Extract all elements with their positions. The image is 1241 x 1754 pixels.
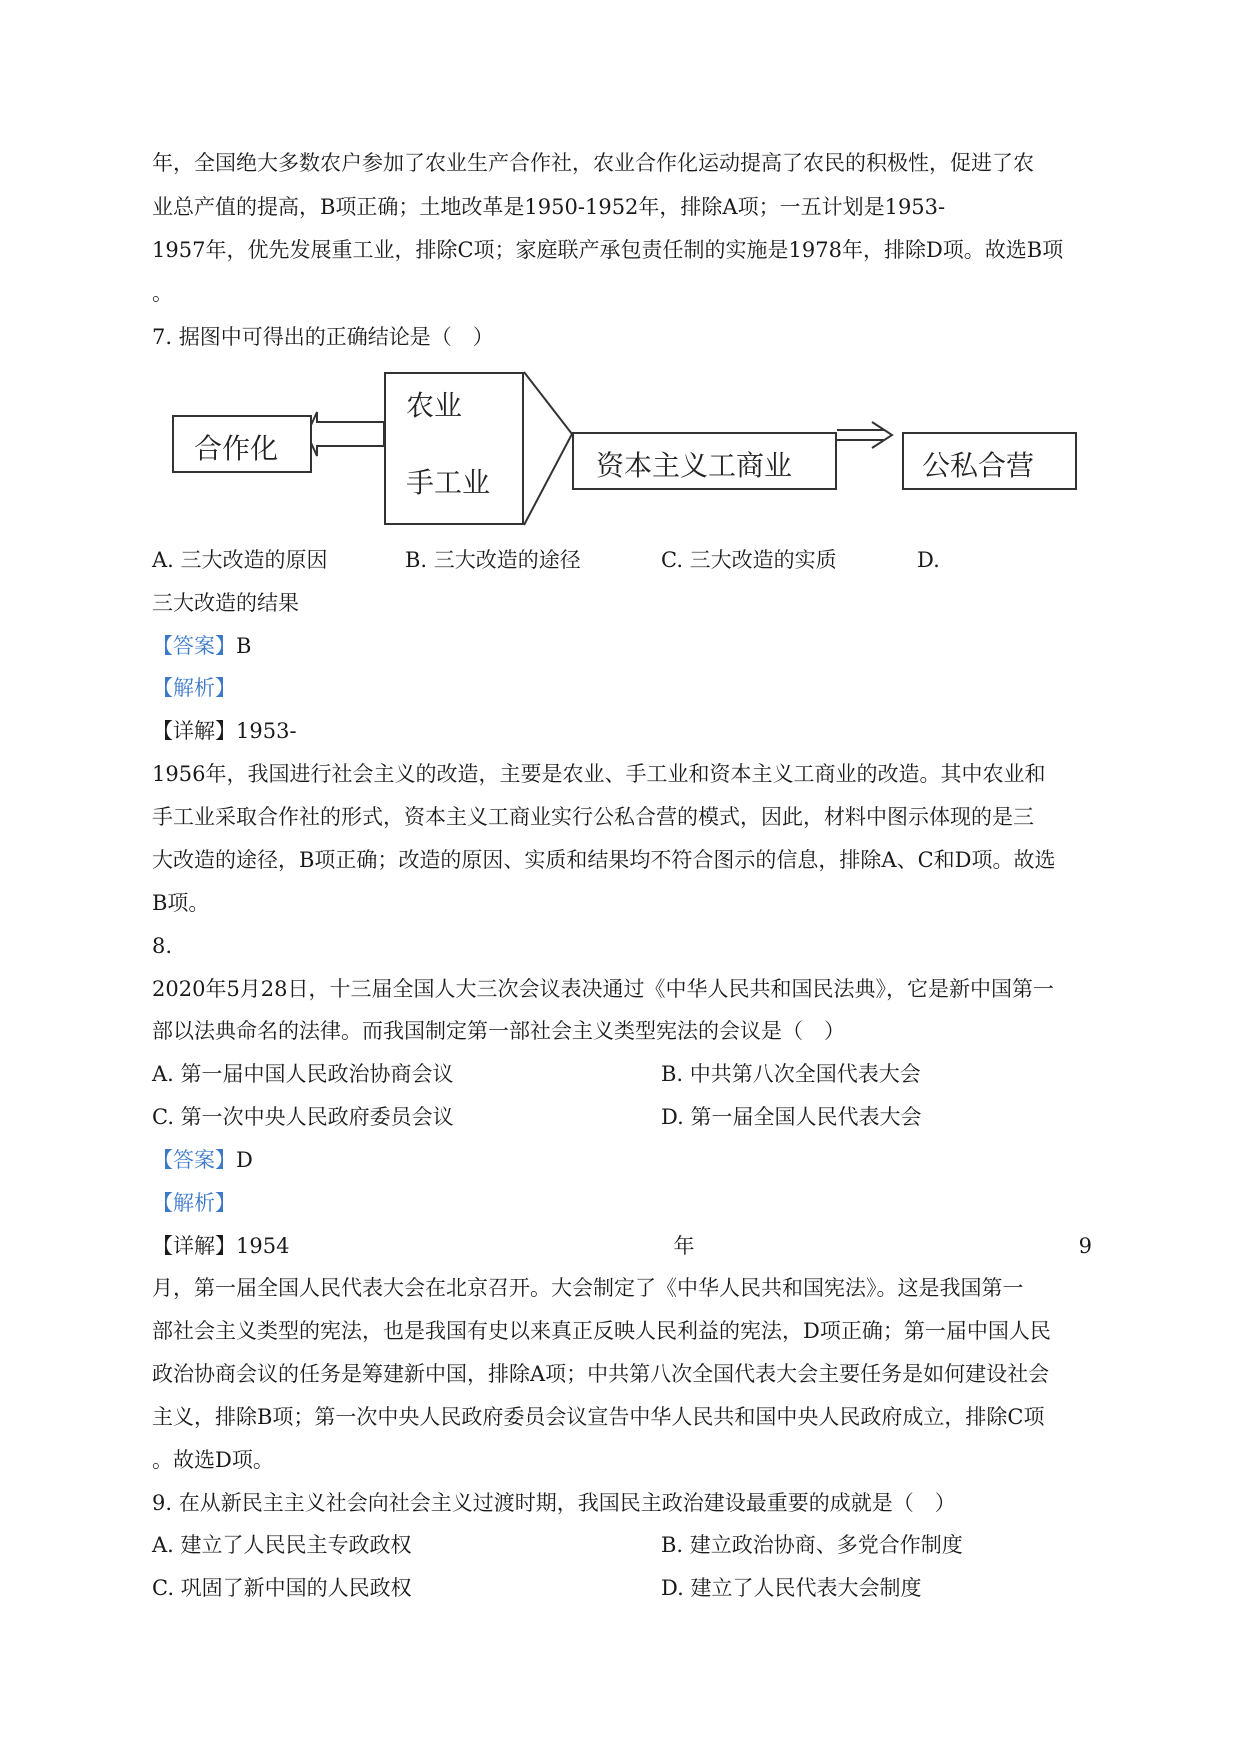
q8-detail-line-4: 政治协商会议的任务是筹建新中国，排除A项；中共第八次全国代表大会主要任务是如何建设社会 xyxy=(152,1362,1050,1386)
q7-detail-line-3: 手工业采取合作社的形式，资本主义工商业实行公私合营的模式，因此，材料中图示体现的是三 xyxy=(152,805,1034,829)
q8-detail-line-6: 。故选D项。 xyxy=(152,1448,274,1472)
answer-value: D xyxy=(236,1148,253,1172)
q8-option-d: D. 第一届全国人民代表大会 xyxy=(661,1105,922,1129)
detail-year: 1954 xyxy=(236,1234,290,1258)
q8-answer xyxy=(152,1145,253,1175)
q8-detail-line-2: 月，第一届全国人民代表大会在北京召开。大会制定了《中华人民共和国宪法》。这是我国第一 xyxy=(152,1276,1024,1300)
q8-detail-first xyxy=(152,1231,1092,1261)
q8-stem-line-2: 部以法典命名的法律。而我国制定第一部社会主义类型宪法的会议是（ ） xyxy=(152,1019,845,1043)
q7-detail-first xyxy=(152,716,297,746)
detail-label: 【详解】 xyxy=(152,719,236,743)
q8-detail-line-5: 主义，排除B项；第一次中央人民政府委员会议宣告中华人民共和国中央人民政府成立，排除C项 xyxy=(152,1405,1045,1429)
answer-label: 【答案】 xyxy=(152,634,236,658)
q9-option-b: B. 建立政治协商、多党合作制度 xyxy=(661,1533,963,1557)
box-joint-ownership xyxy=(902,432,1077,490)
box-capitalist-commerce-label: 资本主义工商业 xyxy=(596,449,793,482)
prev-explanation-line-3: 1957年，优先发展重工业，排除C项；家庭联产承包责任制的实施是1978年，排除D项。故选B项 xyxy=(152,238,1064,262)
box-cooperative xyxy=(172,415,312,473)
q8-stem-line-1: 2020年5月28日，十三届全国人大三次会议表决通过《中华人民共和国民法典》，它是新中国第一 xyxy=(152,977,1055,1001)
q8-number: 8. xyxy=(152,934,173,958)
prev-explanation-line-4: 。 xyxy=(152,281,173,305)
prev-explanation-line-2: 业总产值的提高，B项正确；土地改革是1950-1952年，排除A项；一五计划是1953- xyxy=(152,195,946,219)
q8-analysis-label: 【解析】 xyxy=(152,1191,236,1215)
box-joint-ownership-label: 公私合营 xyxy=(922,449,1035,482)
box-capitalist-commerce xyxy=(572,432,837,490)
q7-option-b: B. 三大改造的途径 xyxy=(405,548,581,572)
box-cooperative-label: 合作化 xyxy=(194,432,279,465)
answer-label: 【答案】 xyxy=(152,1148,236,1172)
q9-option-a: A. 建立了人民民主专政政权 xyxy=(152,1533,412,1557)
q7-option-d-text: 三大改造的结果 xyxy=(152,591,299,615)
q7-stem: 7. 据图中可得出的正确结论是（ ） xyxy=(152,325,494,349)
q8-option-a: A. 第一届中国人民政治协商会议 xyxy=(152,1062,454,1086)
q7-analysis-label: 【解析】 xyxy=(152,676,236,700)
q7-answer xyxy=(152,631,251,661)
box-agriculture-label: 农业 xyxy=(406,389,463,422)
q7-option-a: A. 三大改造的原因 xyxy=(152,548,328,572)
q7-detail-line-2: 1956年，我国进行社会主义的改造，主要是农业、手工业和资本主义工商业的改造。其中农业和 xyxy=(152,762,1046,786)
q7-option-c: C. 三大改造的实质 xyxy=(661,548,837,572)
prev-explanation-line-1: 年，全国绝大多数农户参加了农业生产合作社，农业合作化运动提高了农民的积极性，促进了农 xyxy=(152,151,1034,175)
box-agri-handicraft xyxy=(384,372,524,525)
answer-value: B xyxy=(236,634,252,658)
detail-year-unit: 年 xyxy=(673,1234,695,1258)
q7-detail-line-5: B项。 xyxy=(152,891,210,915)
q8-detail-line-3: 部社会主义类型的宪法，也是我国有史以来真正反映人民利益的宪法，D项正确；第一届中国人民 xyxy=(152,1319,1051,1343)
q8-option-b: B. 中共第八次全国代表大会 xyxy=(661,1062,921,1086)
q8-option-c: C. 第一次中央人民政府委员会议 xyxy=(152,1105,454,1129)
q9-option-d: D. 建立了人民代表大会制度 xyxy=(661,1576,922,1600)
detail-label: 【详解】 xyxy=(152,1234,236,1258)
q9-stem: 9. 在从新民主主义社会向社会主义过渡时期，我国民主政治建设最重要的成就是（ ） xyxy=(152,1491,956,1515)
q7-option-d-label: D. xyxy=(917,548,940,572)
wedge-connector xyxy=(524,372,572,525)
arrow-left-icon xyxy=(307,412,384,456)
arrow-right-icon xyxy=(837,422,892,448)
q7-diagram xyxy=(172,370,1082,530)
q7-detail-line-4: 大改造的途径，B项正确；改造的原因、实质和结果均不符合图示的信息，排除A、C和D项。故选 xyxy=(152,848,1056,872)
box-handicraft-label: 手工业 xyxy=(406,466,491,499)
detail-text: 1953- xyxy=(236,719,297,743)
detail-month: 9 xyxy=(1078,1234,1092,1258)
q9-option-c: C. 巩固了新中国的人民政权 xyxy=(152,1576,412,1600)
